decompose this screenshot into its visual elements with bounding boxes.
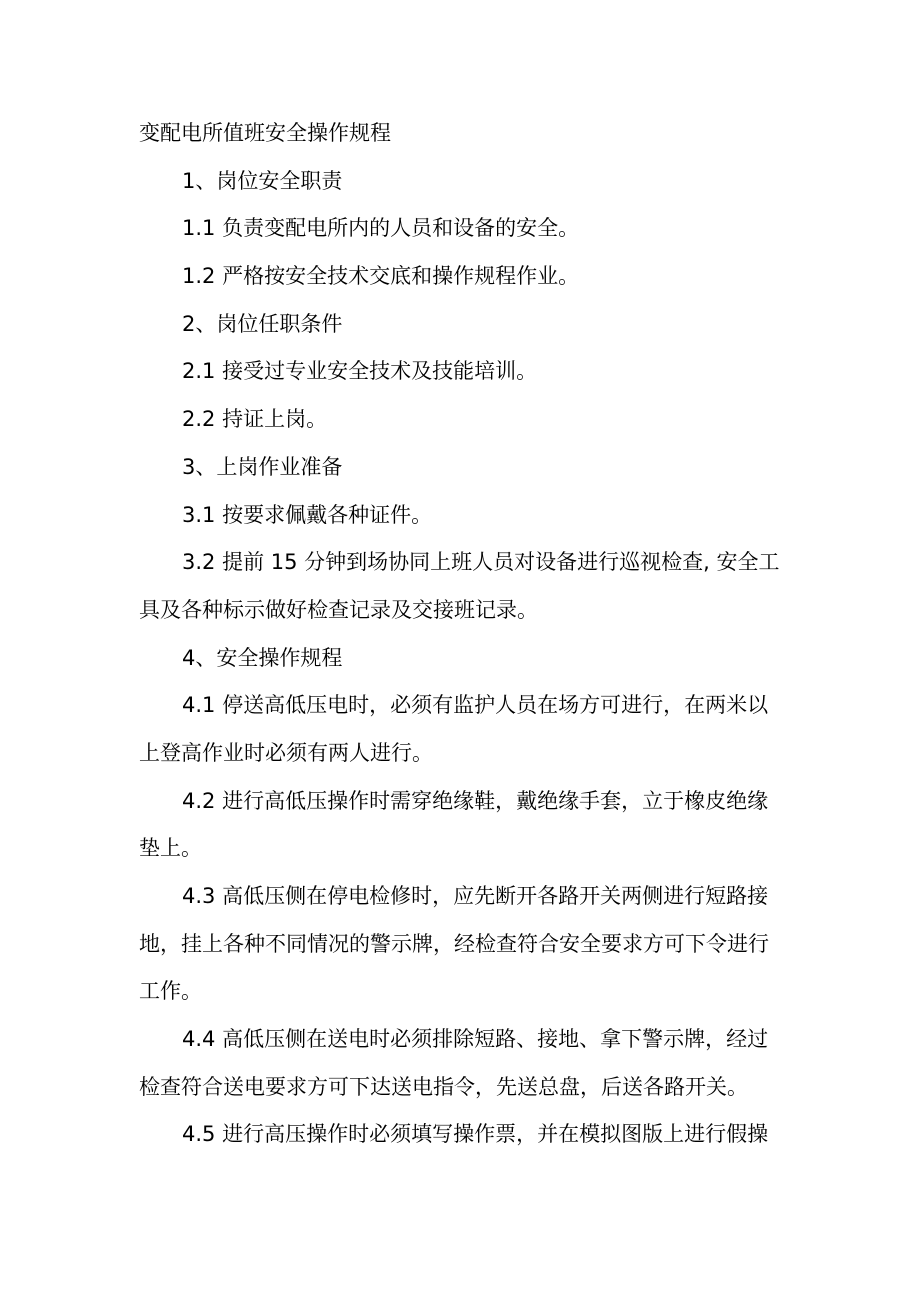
section-heading: 2、岗位任职条件 [182, 311, 343, 336]
paragraph-4-2 [139, 778, 784, 873]
paragraph-line: 4.3 高低压侧在停电检修时，应先断开各路开关两侧进行短路接 [182, 884, 769, 908]
paragraph-line: 4.5 进行高压操作时必须填写操作票，并在模拟图版上进行假操 [182, 1122, 769, 1147]
paragraph-4-1 [139, 682, 784, 777]
paragraph-line: 4.4 高低压侧在送电时必须排除短路、接地、拿下警示牌，经过 [182, 1027, 769, 1052]
paragraph-2-1: 2.1 接受过专业安全技术及技能培训。 [182, 359, 538, 384]
paragraph-line: 工作。 [139, 979, 202, 1004]
section-heading: 4、安全操作规程 [182, 645, 343, 670]
paragraph-1-1: 1.1 负责变配电所内的人员和设备的安全。 [182, 216, 580, 241]
section-heading: 1、岗位安全职责 [182, 168, 343, 193]
section-3 [139, 444, 784, 635]
paragraph-1-2: 1.2 严格按安全技术交底和操作规程作业。 [182, 264, 580, 289]
paragraph-4-4 [139, 1016, 784, 1111]
paragraph-line: 4.1 停送高低压电时，必须有监护人员在场方可进行，在两米以 [182, 693, 769, 718]
paragraph-line: 具及各种标示做好检查记录及交接班记录。 [139, 597, 538, 622]
paragraph-3-2 [139, 539, 784, 634]
section-heading: 3、上岗作业准备 [182, 454, 343, 479]
paragraph-line: 检查符合送电要求方可下达送电指令，先送总盘，后送各路开关。 [139, 1074, 748, 1099]
section-1 [139, 158, 784, 301]
paragraph-4-5 [139, 1111, 784, 1159]
paragraph-line: 3.2 提前 15 分钟到场协同上班人员对设备进行巡视检查, 安全工 [182, 550, 780, 575]
paragraph-line: 垫上。 [139, 836, 202, 861]
paragraph-2-2: 2.2 持证上岗。 [182, 407, 328, 432]
paragraph-3-1: 3.1 按要求佩戴各种证件。 [182, 502, 433, 527]
document-title: 变配电所值班安全操作规程 [139, 121, 391, 145]
paragraph-4-3 [139, 873, 784, 1016]
paragraph-line: 上登高作业时必须有两人进行。 [139, 740, 433, 765]
paragraph-line: 地，挂上各种不同情况的警示牌，经检查符合安全要求方可下令进行 [139, 931, 769, 956]
section-4 [139, 635, 784, 1160]
section-2 [139, 301, 784, 444]
document-page [139, 110, 784, 1159]
paragraph-line: 4.2 进行高低压操作时需穿绝缘鞋，戴绝缘手套，立于橡皮绝缘 [182, 788, 769, 813]
